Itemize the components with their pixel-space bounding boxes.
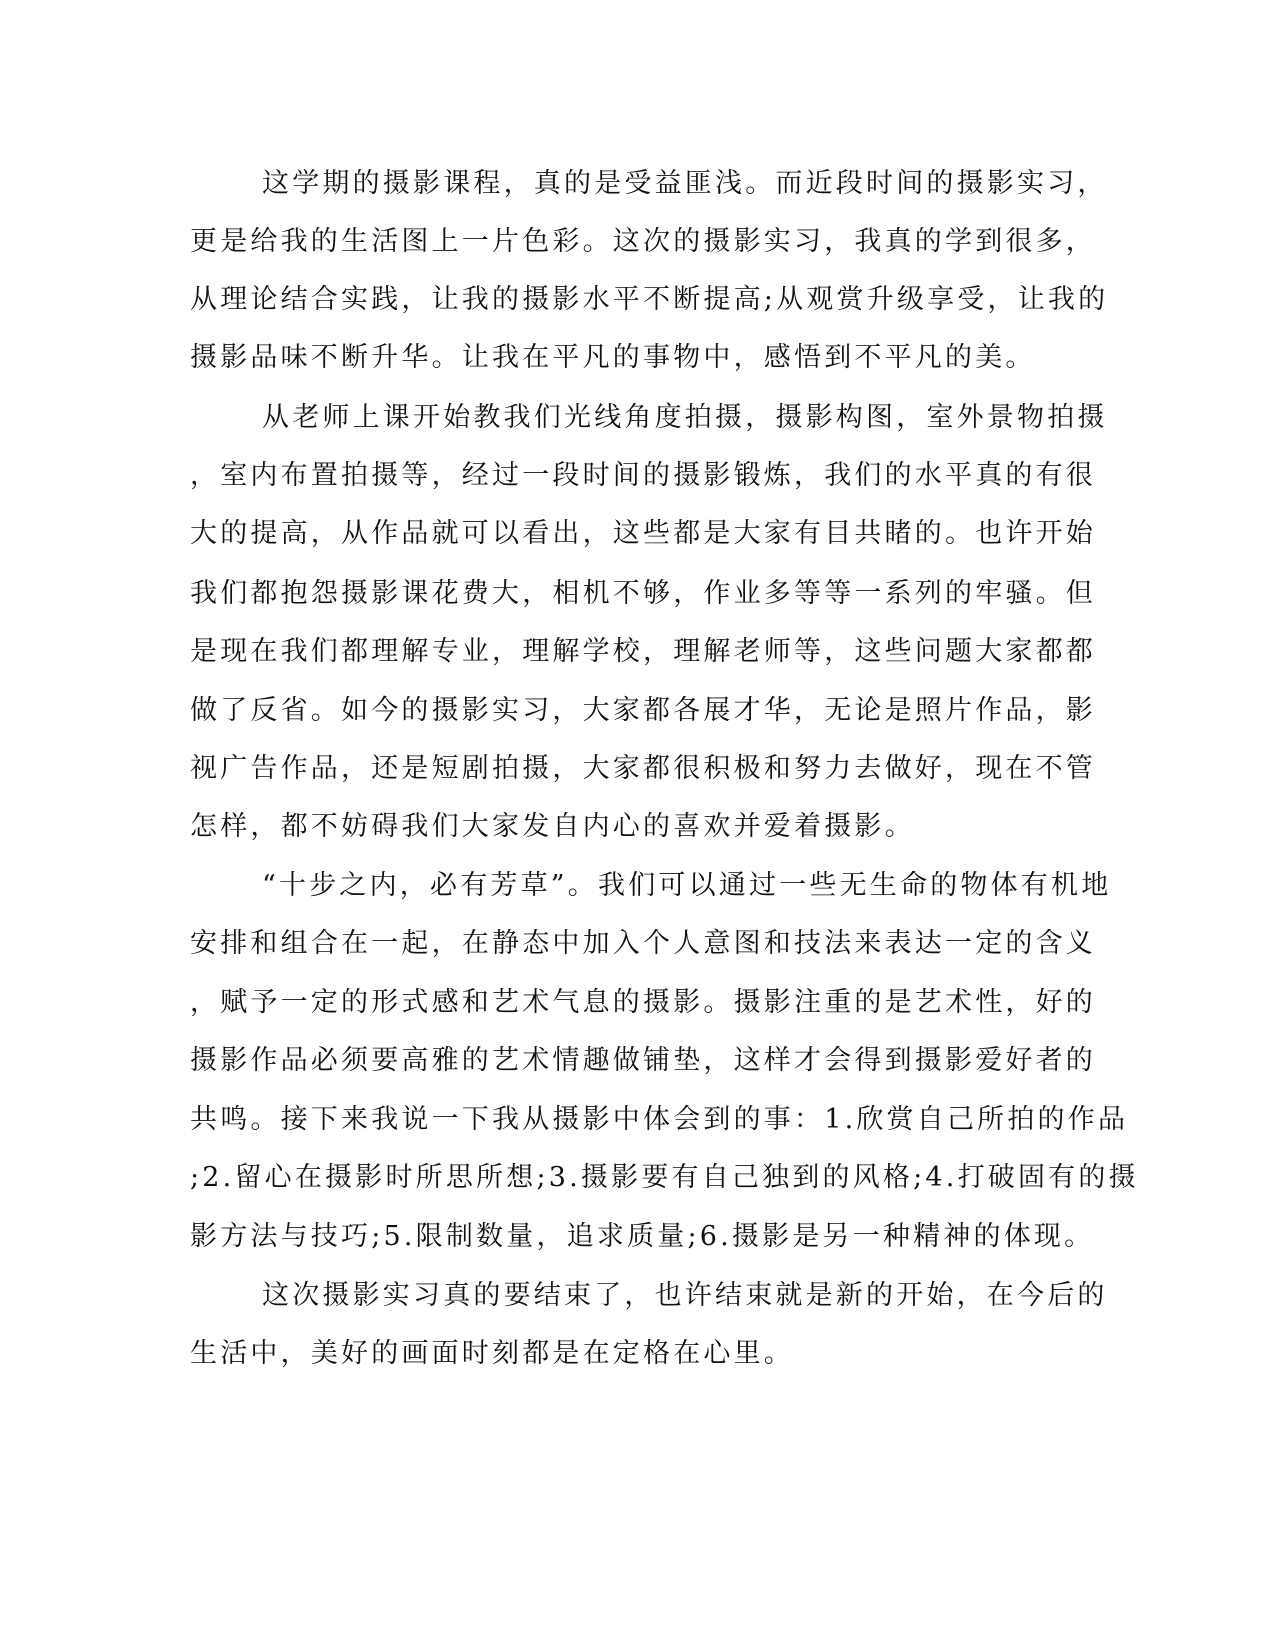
paragraph-3-line-3: ，赋予一定的形式感和艺术气息的摄影。摄影注重的是艺术性，好的 bbox=[190, 987, 1096, 1018]
paragraph-3-line-2: 安排和组合在一起，在静态中加入个人意图和技法来表达一定的含义 bbox=[190, 928, 1096, 959]
paragraph-1-line-2: 更是给我的生活图上一片色彩。这次的摄影实习，我真的学到很多， bbox=[190, 226, 1096, 257]
paragraph-3-line-6: ;2.留心在摄影时所思所想;3.摄影要有自己独到的风格;4.打破固有的摄 bbox=[190, 1162, 1139, 1193]
paragraph-3-line-1: “十步之内，必有芳草”。我们可以通过一些无生命的物体有机地 bbox=[262, 870, 1112, 901]
paragraph-2-line-5: 是现在我们都理解专业，理解学校，理解老师等，这些问题大家都都 bbox=[190, 636, 1096, 667]
paragraph-4-line-1: 这次摄影实习真的要结束了，也许结束就是新的开始，在今后的 bbox=[262, 1280, 1108, 1311]
paragraph-3-line-5: 共鸣。接下来我说一下我从摄影中体会到的事：1.欣赏自己所拍的作品 bbox=[190, 1104, 1129, 1135]
paragraph-4-line-2: 生活中，美好的画面时刻都是在定格在心里。 bbox=[190, 1338, 794, 1369]
paragraph-1-line-4: 摄影品味不断升华。让我在平凡的事物中，感悟到不平凡的美。 bbox=[190, 342, 1036, 373]
paragraph-2-line-1: 从老师上课开始教我们光线角度拍摄，摄影构图，室外景物拍摄 bbox=[262, 402, 1108, 433]
paragraph-2-line-7: 视广告作品，还是短剧拍摄，大家都很积极和努力去做好，现在不管 bbox=[190, 753, 1096, 784]
paragraph-3-line-4: 摄影作品必须要高雅的艺术情趣做铺垫，这样才会得到摄影爱好者的 bbox=[190, 1045, 1096, 1076]
paragraph-2-line-2: ，室内布置拍摄等，经过一段时间的摄影锻炼，我们的水平真的有很 bbox=[190, 460, 1096, 491]
paragraph-2-line-3: 大的提高，从作品就可以看出，这些都是大家有目共睹的。也许开始 bbox=[190, 518, 1096, 549]
paragraph-2-line-8: 怎样，都不妨碍我们大家发自内心的喜欢并爱着摄影。 bbox=[190, 811, 915, 842]
paragraph-2-line-6: 做了反省。如今的摄影实习，大家都各展才华，无论是照片作品，影 bbox=[190, 695, 1096, 726]
paragraph-2-line-4: 我们都抱怨摄影课花费大，相机不够，作业多等等一系列的牢骚。但 bbox=[190, 578, 1096, 609]
paragraph-1-line-1: 这学期的摄影课程，真的是受益匪浅。而近段时间的摄影实习， bbox=[262, 168, 1108, 199]
paragraph-1-line-3: 从理论结合实践，让我的摄影水平不断提高;从观赏升级享受，让我的 bbox=[190, 284, 1109, 315]
paragraph-3-line-7: 影方法与技巧;5.限制数量，追求质量;6.摄影是另一种精神的体现。 bbox=[190, 1221, 1095, 1252]
